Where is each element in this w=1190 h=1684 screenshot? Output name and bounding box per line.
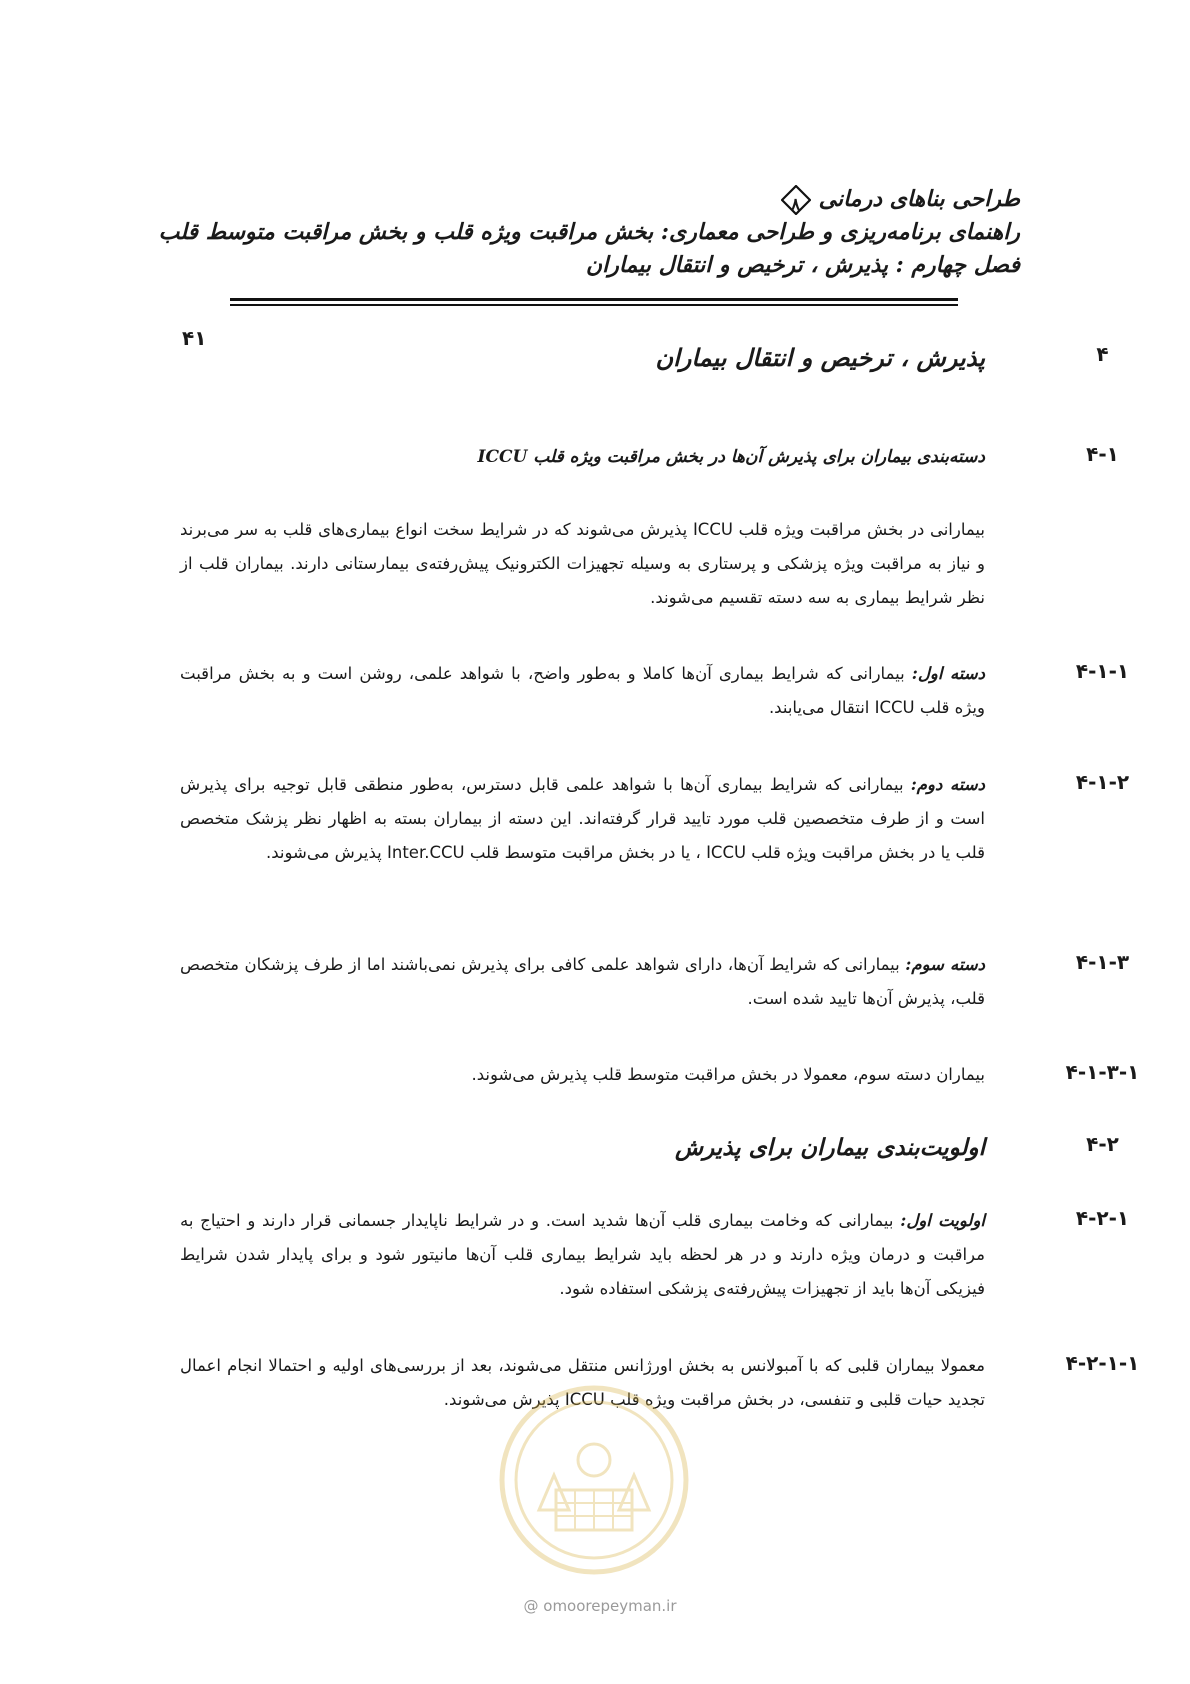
page-number: ۴۱ (182, 326, 207, 350)
item-lead: دسته دوم: (910, 775, 985, 794)
item-4-1-2 (180, 768, 1130, 870)
item-number: ۴-۲-۱-۱ (1065, 1351, 1140, 1375)
item-text: بیمارانی که شرایط بیماری آن‌ها با شواهد علمی قابل دسترس، به‌طور منطقی قابل توجیه برای پذیرش است و از طرف متخصصین قلب مورد تایید قرار گرفته‌اند. این دسته از بیماران بسته به اظهار نظر پزشک متخصص قلب یا در بخش مراقبت ویژه قلب ICCU ، یا در بخش مراقبت متوسط قلب Inter.CCU پذیرش می‌شوند. (180, 775, 985, 862)
item-text: معمولا بیماران قلبی که با آمبولانس به بخش اورژانس منتقل می‌شوند، بعد از بررسی‌های اولیه و احتمالا انجام اعمال تجدید حیات قلبی و تنفسی، در بخش مراقبت ویژه قلب ICCU پذیرش می‌شوند. (180, 1356, 985, 1409)
item-number: ۴-۱-۲ (1075, 770, 1130, 794)
series-title-row (180, 183, 1020, 216)
section-title: پذیرش ، ترخیص و انتقال بیماران (655, 343, 985, 372)
series-number: ۸ (791, 194, 801, 215)
series-number-badge (781, 185, 811, 215)
watermark-text: @ omoorepeyman.ir (523, 1597, 677, 1615)
item-number: ۴-۱-۳ (1075, 950, 1130, 974)
item-4-1-3-1 (180, 1058, 1140, 1092)
guide-title: راهنمای برنامه‌ریزی و طراحی معماری: بخش مراقبت ویژه قلب و بخش مراقبت متوسط قلب (158, 219, 1020, 245)
section-heading (180, 338, 1109, 378)
series-title: طراحی بناهای درمانی (818, 186, 1020, 212)
item-text: بیمارانی که وخامت بیماری قلب آن‌ها شدید است. و در شرایط ناپایدار جسمانی قرار دارند و احتیاج به مراقبت و درمان ویژه دارند و در هر لحظه باید شرایط بیماری قلب آن‌ها مانیتور شود و برای پایدار شدن شرایط فیزیکی آن‌ها باید از تجهیزات پیش‌رفته‌ی پزشکی استفاده شود. (180, 1211, 985, 1298)
item-lead: دسته اول: (911, 664, 986, 683)
chapter-title: فصل چهارم : پذیرش ، ترخیص و انتقال بیماران (585, 252, 1020, 278)
item-text: بیمارانی که شرایط بیماری آن‌ها کاملا و به‌طور واضح، با شواهد علمی، روشن است و به بخش مراقبت ویژه قلب ICCU انتقال می‌یابند. (180, 664, 985, 717)
seal-icon (494, 1380, 694, 1580)
section-title: اولویت‌بندی بیماران برای پذیرش (675, 1134, 985, 1161)
item-number: ۴-۱-۱ (1075, 659, 1130, 683)
item-4-2-1 (180, 1204, 1130, 1306)
watermark-seal (494, 1380, 694, 1580)
item-4-1-1 (180, 657, 1130, 725)
header-rule-top (230, 298, 958, 301)
watermark-url: omoorepeyman.ir (543, 1597, 677, 1615)
item-number: ۴-۱-۳-۱ (1065, 1060, 1140, 1084)
item-lead: اولویت اول: (900, 1211, 985, 1230)
subsection-title: دسته‌بندی بیماران برای پذیرش آن‌ها در بخش مراقبت ویژه قلب ICCU (477, 447, 985, 467)
intro-paragraph (180, 513, 985, 615)
header-rule-bottom (230, 304, 958, 306)
item-text: بیمارانی که شرایط آن‌ها، دارای شواهد علمی کافی برای پذیرش نمی‌باشند اما از طرف پزشکان متخصص قلب، پذیرش آن‌ها تایید شده است. (180, 955, 985, 1008)
item-4-1-3 (180, 948, 1130, 1016)
section-heading-4-2 (180, 1128, 1119, 1168)
item-text: بیماران دسته سوم، معمولا در بخش مراقبت متوسط قلب پذیرش می‌شوند. (471, 1065, 985, 1084)
paragraph-text: بیمارانی در بخش مراقبت ویژه قلب ICCU پذیرش می‌شوند که در شرایط سخت انواع بیماری‌های قلب به سر می‌برند و نیاز به مراقبت ویژه پزشکی و پرستاری به وسیله تجهیزات الکترونیک پیش‌رفته‌ی بیمارستانی دارند. بیماران قلب از نظر شرایط بیماری به سه دسته تقسیم می‌شوند. (180, 520, 985, 607)
section-number: ۴-۲ (1086, 1132, 1119, 1156)
item-number: ۴-۲-۱ (1075, 1206, 1130, 1230)
item-lead: دسته سوم: (905, 955, 985, 974)
subsection-number: ۴-۱ (1086, 442, 1119, 466)
section-number: ۴ (1096, 342, 1109, 366)
running-header (158, 183, 1020, 282)
subsection-heading (180, 442, 1119, 472)
